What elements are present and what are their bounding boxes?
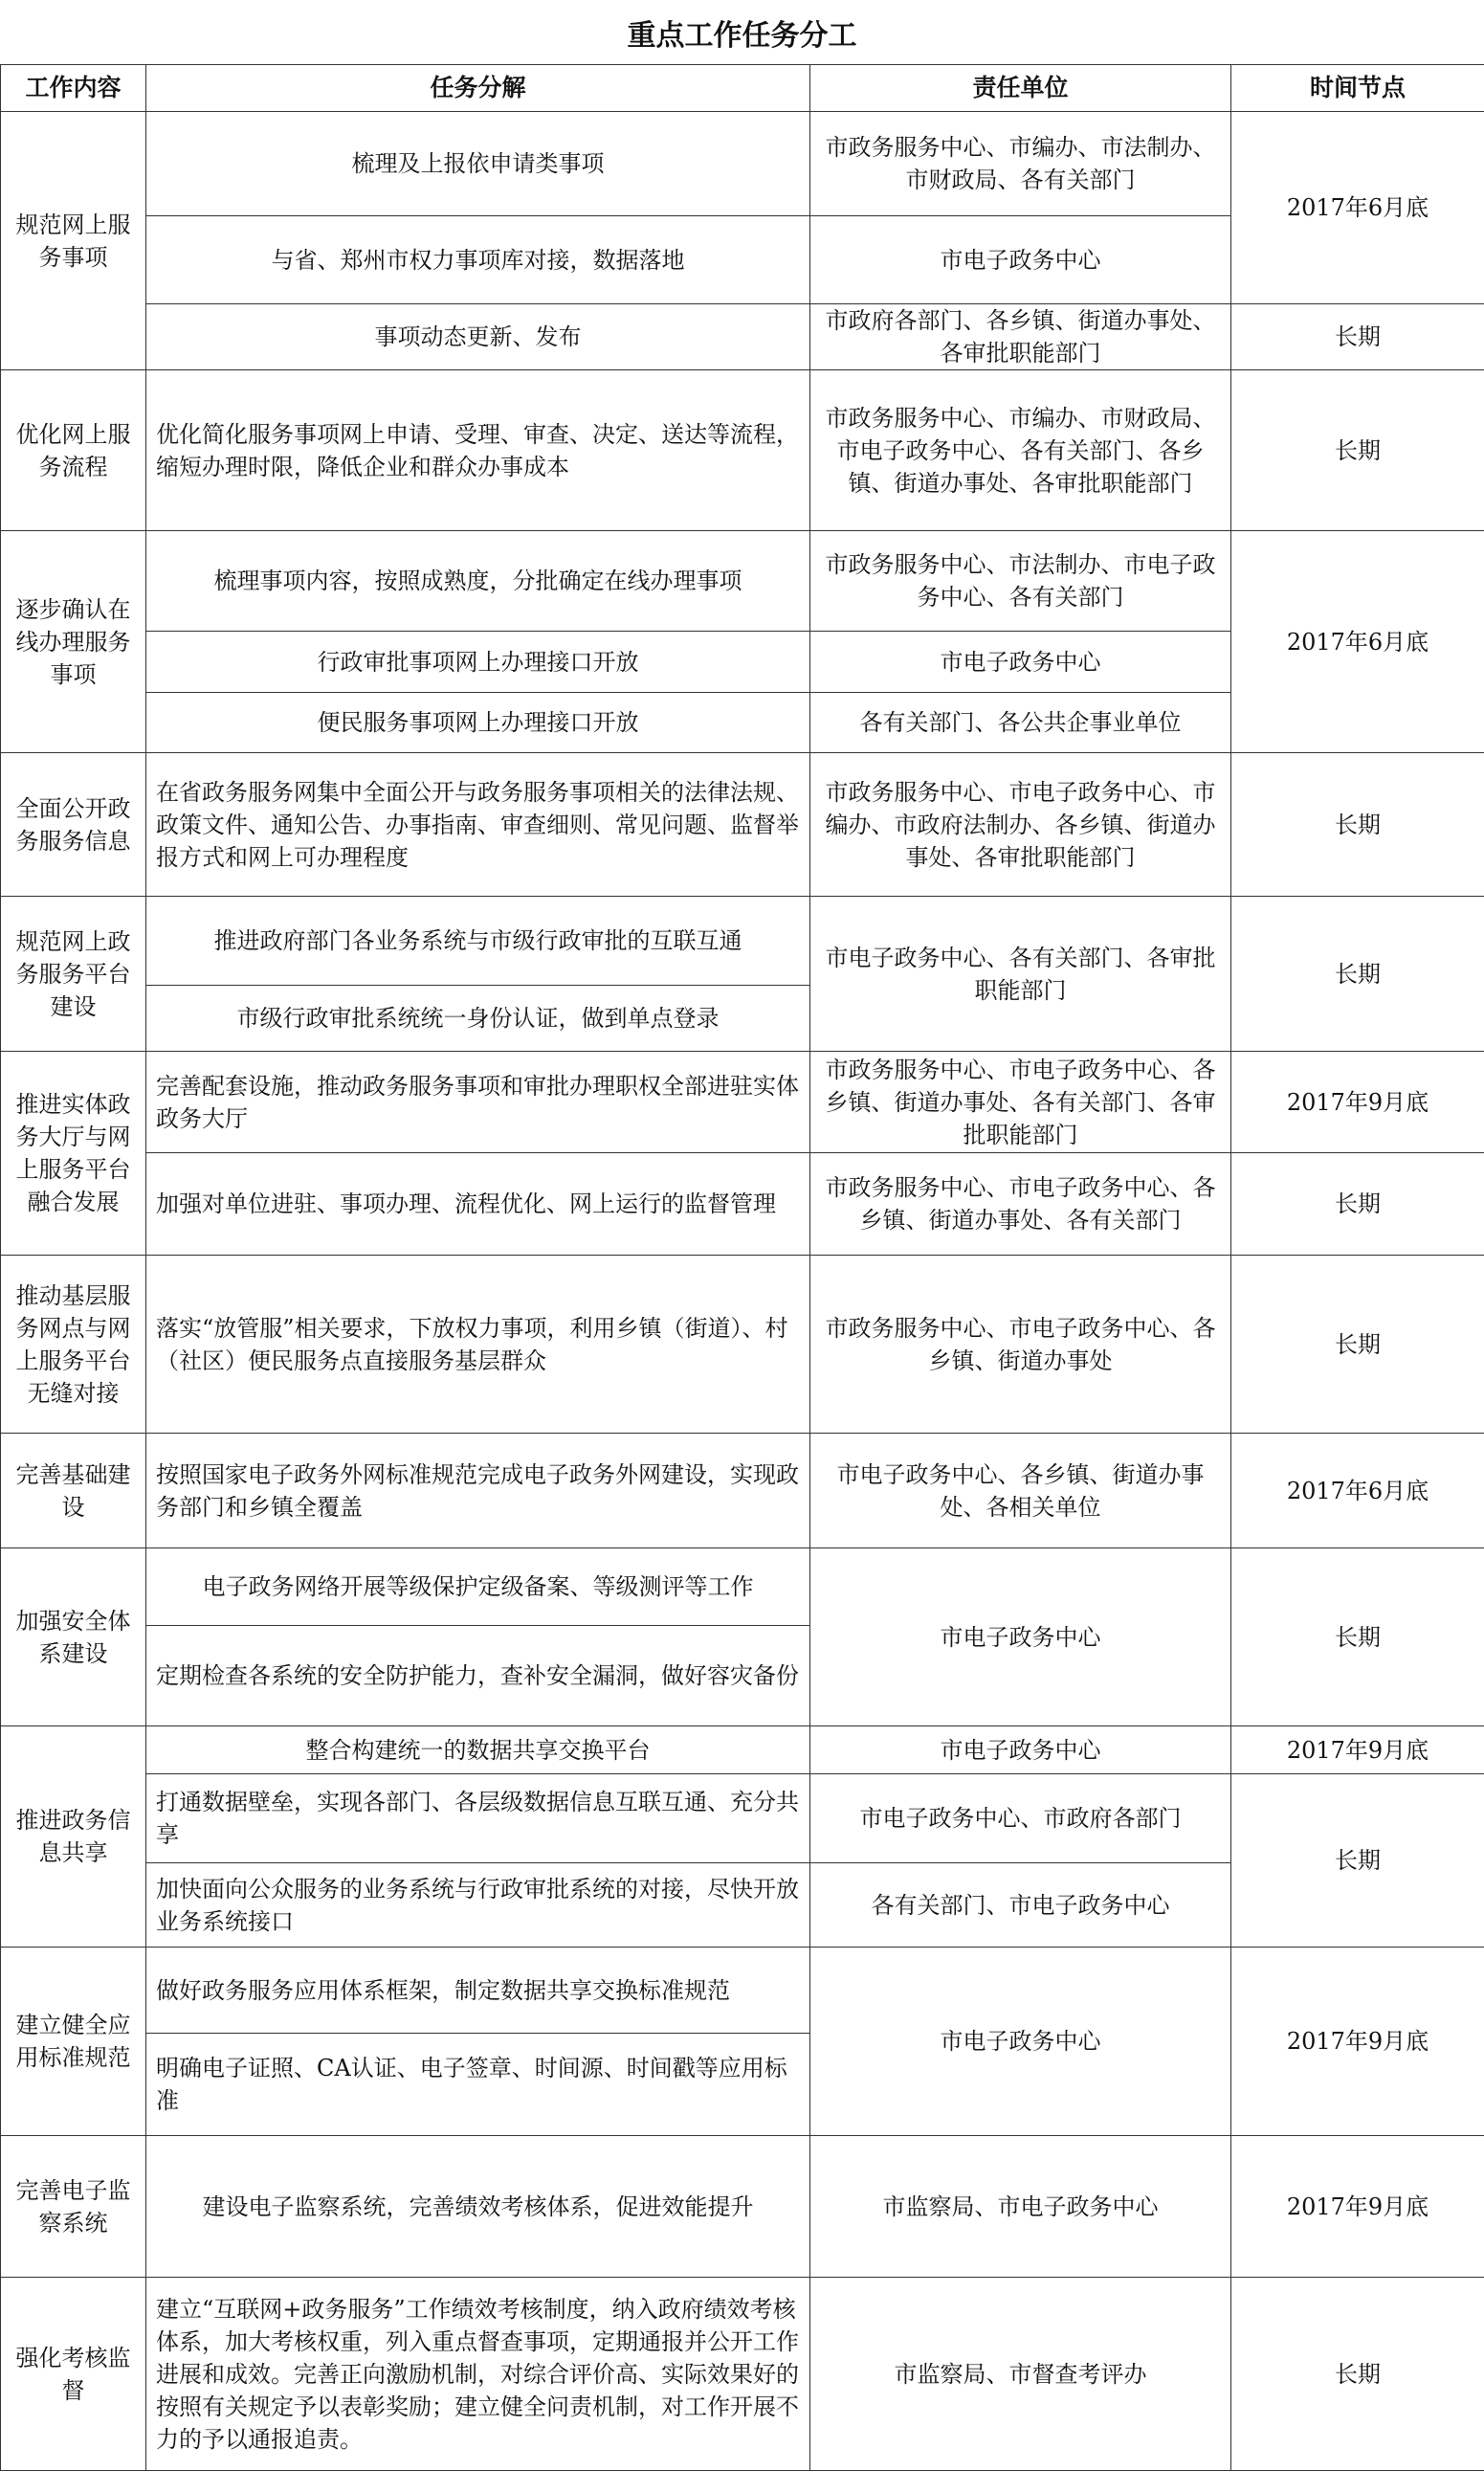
task-cell: 落实“放管服”相关要求，下放权力事项，利用乡镇（街道）、村（社区）便民服务点直接服务基层群众	[146, 1256, 810, 1434]
time-cell: 2017年9月底	[1231, 2136, 1484, 2278]
unit-cell: 市电子政务中心、市政府各部门	[810, 1774, 1231, 1863]
table-row	[1, 531, 1484, 632]
table-row	[1, 2136, 1484, 2278]
unit-cell: 市电子政务中心	[810, 1726, 1231, 1774]
task-cell: 事项动态更新、发布	[146, 304, 810, 370]
time-cell: 2017年9月底	[1231, 1948, 1484, 2136]
task-cell: 梳理事项内容，按照成熟度，分批确定在线办理事项	[146, 531, 810, 632]
unit-cell: 各有关部门、市电子政务中心	[810, 1863, 1231, 1948]
unit-cell: 市政务服务中心、市电子政务中心、各乡镇、街道办事处	[810, 1256, 1231, 1434]
time-cell: 长期	[1231, 1153, 1484, 1256]
area-cell: 完善电子监察系统	[1, 2136, 146, 2278]
task-cell: 建立“互联网+政务服务”工作绩效考核制度，纳入政府绩效考核体系，加大考核权重，列入重点督查事项，定期通报并公开工作进展和成效。完善正向激励机制，对综合评价高、实际效果好的按照有关规定予以表彰奖励；建立健全问责机制，对工作开展不力的予以通报追责。	[146, 2278, 810, 2471]
table-row	[1, 1548, 1484, 1626]
task-cell: 与省、郑州市权力事项库对接，数据落地	[146, 216, 810, 304]
table-row	[1, 753, 1484, 897]
area-cell: 规范网上服务事项	[1, 112, 146, 370]
time-cell: 长期	[1231, 753, 1484, 897]
unit-cell: 市政务服务中心、市电子政务中心、各乡镇、街道办事处、各有关部门、各审批职能部门	[810, 1052, 1231, 1153]
time-cell: 长期	[1231, 370, 1484, 531]
table-row	[1, 1434, 1484, 1548]
task-cell: 推进政府部门各业务系统与市级行政审批的互联互通	[146, 897, 810, 986]
area-cell: 推进实体政务大厅与网上服务平台融合发展	[1, 1052, 146, 1256]
unit-cell: 市电子政务中心	[810, 1948, 1231, 2136]
table-header-row	[1, 65, 1484, 112]
task-cell: 市级行政审批系统统一身份认证，做到单点登录	[146, 986, 810, 1052]
table-row	[1, 1256, 1484, 1434]
time-cell: 2017年6月底	[1231, 531, 1484, 753]
task-cell: 加快面向公众服务的业务系统与行政审批系统的对接，尽快开放业务系统接口	[146, 1863, 810, 1948]
time-cell: 2017年9月底	[1231, 1052, 1484, 1153]
time-cell: 长期	[1231, 1774, 1484, 1948]
task-cell: 行政审批事项网上办理接口开放	[146, 632, 810, 693]
task-cell: 电子政务网络开展等级保护定级备案、等级测评等工作	[146, 1548, 810, 1626]
header-time: 时间节点	[1231, 65, 1484, 112]
task-cell: 在省政务服务网集中全面公开与政务服务事项相关的法律法规、政策文件、通知公告、办事指南、审查细则、常见问题、监督举报方式和网上可办理程度	[146, 753, 810, 897]
time-cell: 长期	[1231, 2278, 1484, 2471]
time-cell: 2017年6月底	[1231, 1434, 1484, 1548]
task-cell: 定期检查各系统的安全防护能力，查补安全漏洞，做好容灾备份	[146, 1626, 810, 1726]
task-cell: 便民服务事项网上办理接口开放	[146, 693, 810, 753]
table-row	[1, 1726, 1484, 1774]
time-cell: 长期	[1231, 1548, 1484, 1726]
unit-cell: 市电子政务中心	[810, 216, 1231, 304]
task-cell: 做好政务服务应用体系框架，制定数据共享交换标准规范	[146, 1948, 810, 2034]
unit-cell: 市政府各部门、各乡镇、街道办事处、各审批职能部门	[810, 304, 1231, 370]
unit-cell: 市政务服务中心、市电子政务中心、市编办、市政府法制办、各乡镇、街道办事处、各审批职能部门	[810, 753, 1231, 897]
table-row	[1, 2278, 1484, 2471]
task-cell: 建设电子监察系统，完善绩效考核体系，促进效能提升	[146, 2136, 810, 2278]
task-cell: 梳理及上报依申请类事项	[146, 112, 810, 216]
task-cell: 加强对单位进驻、事项办理、流程优化、网上运行的监督管理	[146, 1153, 810, 1256]
task-cell: 明确电子证照、CA认证、电子签章、时间源、时间戳等应用标准	[146, 2034, 810, 2136]
task-cell: 优化简化服务事项网上申请、受理、审查、决定、送达等流程，缩短办理时限，降低企业和群众办事成本	[146, 370, 810, 531]
area-cell: 逐步确认在线办理服务事项	[1, 531, 146, 753]
page-title: 重点工作任务分工	[627, 18, 857, 53]
table-row	[1, 1052, 1484, 1153]
area-cell: 完善基础建设	[1, 1434, 146, 1548]
time-cell: 长期	[1231, 304, 1484, 370]
task-cell: 完善配套设施，推动政务服务事项和审批办理职权全部进驻实体政务大厅	[146, 1052, 810, 1153]
time-cell: 2017年9月底	[1231, 1726, 1484, 1774]
unit-cell: 市电子政务中心、各有关部门、各审批职能部门	[810, 897, 1231, 1052]
area-cell: 强化考核监督	[1, 2278, 146, 2471]
unit-cell: 市电子政务中心、各乡镇、街道办事处、各相关单位	[810, 1434, 1231, 1548]
unit-cell: 市政务服务中心、市编办、市法制办、市财政局、各有关部门	[810, 112, 1231, 216]
time-cell: 长期	[1231, 1256, 1484, 1434]
unit-cell: 市监察局、市督查考评办	[810, 2278, 1231, 2471]
unit-cell: 市电子政务中心	[810, 1548, 1231, 1726]
table-row	[1, 370, 1484, 531]
table-row	[1, 304, 1484, 370]
area-cell: 全面公开政务服务信息	[1, 753, 146, 897]
header-task: 任务分解	[146, 65, 810, 112]
header-unit: 责任单位	[810, 65, 1231, 112]
table-row	[1, 112, 1484, 216]
area-cell: 推动基层服务网点与网上服务平台无缝对接	[1, 1256, 146, 1434]
area-cell: 建立健全应用标准规范	[1, 1948, 146, 2136]
area-cell: 规范网上政务服务平台建设	[1, 897, 146, 1052]
task-cell: 按照国家电子政务外网标准规范完成电子政务外网建设，实现政务部门和乡镇全覆盖	[146, 1434, 810, 1548]
unit-cell: 市监察局、市电子政务中心	[810, 2136, 1231, 2278]
area-cell: 推进政务信息共享	[1, 1726, 146, 1948]
task-table	[0, 64, 1484, 2471]
unit-cell: 市政务服务中心、市法制办、市电子政务中心、各有关部门	[810, 531, 1231, 632]
table-row	[1, 897, 1484, 986]
time-cell: 长期	[1231, 897, 1484, 1052]
unit-cell: 市电子政务中心	[810, 632, 1231, 693]
unit-cell: 市政务服务中心、市电子政务中心、各乡镇、街道办事处、各有关部门	[810, 1153, 1231, 1256]
table-row	[1, 1774, 1484, 1863]
unit-cell: 市政务服务中心、市编办、市财政局、市电子政务中心、各有关部门、各乡镇、街道办事处、各审批职能部门	[810, 370, 1231, 531]
task-cell: 打通数据壁垒，实现各部门、各层级数据信息互联互通、充分共享	[146, 1774, 810, 1863]
time-cell: 2017年6月底	[1231, 112, 1484, 304]
area-cell: 优化网上服务流程	[1, 370, 146, 531]
table-row	[1, 1153, 1484, 1256]
table-row	[1, 1948, 1484, 2034]
unit-cell: 各有关部门、各公共企事业单位	[810, 693, 1231, 753]
area-cell: 加强安全体系建设	[1, 1548, 146, 1726]
header-area: 工作内容	[1, 65, 146, 112]
task-cell: 整合构建统一的数据共享交换平台	[146, 1726, 810, 1774]
